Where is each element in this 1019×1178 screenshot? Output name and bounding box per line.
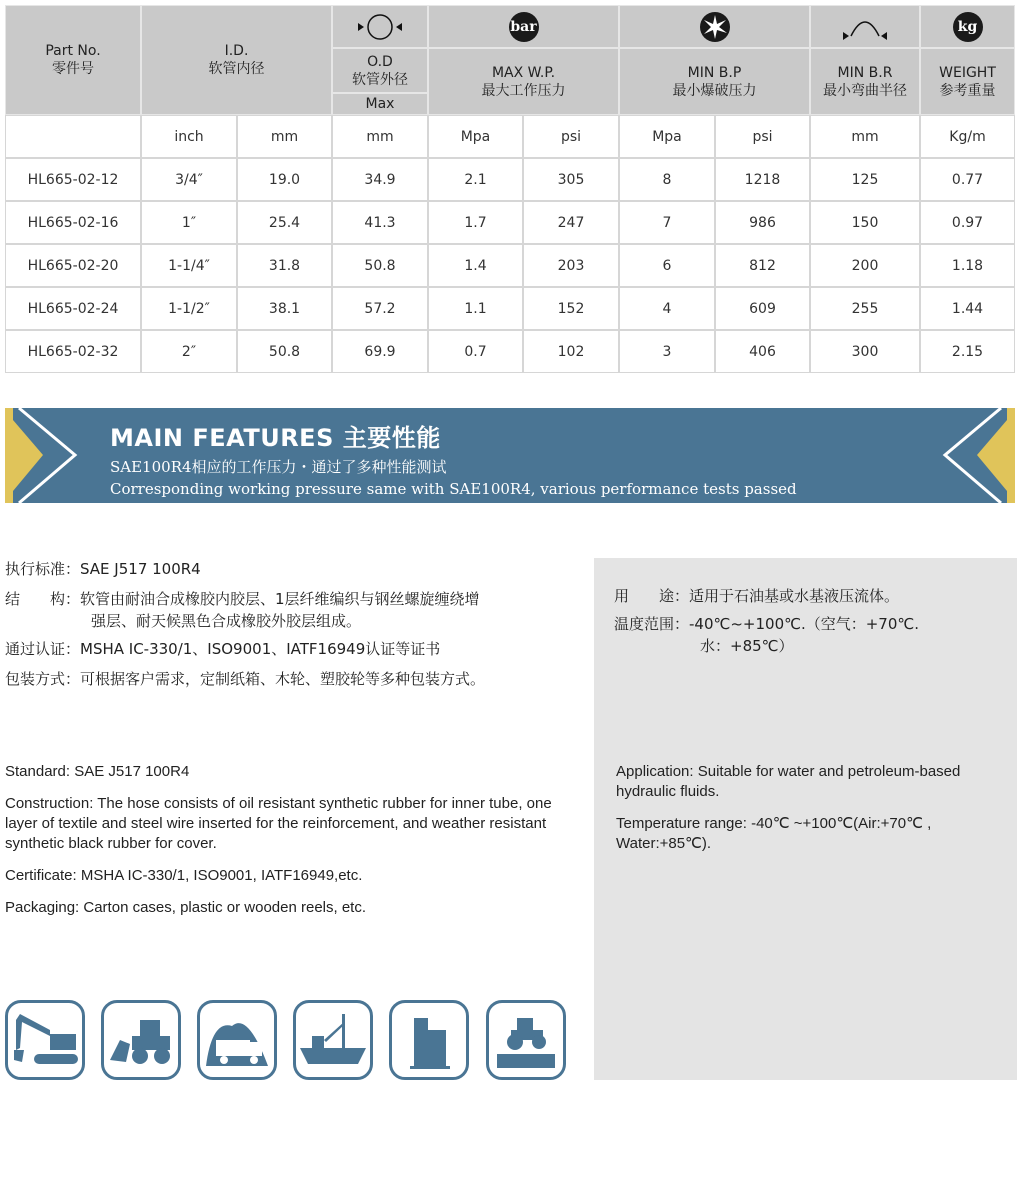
table-row-cell: 41.3 [332,201,428,244]
table-row-cell: 1.1 [428,287,523,330]
construction-cn-line2: 强层、耐天候黑色合成橡胶外胶层组成。 [91,612,362,630]
table-row-cell: 1.7 [428,201,523,244]
table-row-cell: 50.8 [332,244,428,287]
header-text-cn: 软管外径 [352,71,408,88]
temperature-cn-line1: 温度范围：-40℃~+100℃.（空气：+70℃. [614,615,919,633]
table-row-cell: 986 [715,201,810,244]
header-text-cn: 参考重量 [939,82,996,99]
table-row-cell: 247 [523,201,619,244]
table-row-cell: 305 [523,158,619,201]
features-en [5,762,565,918]
header-min-br [810,48,920,115]
table-row-cell: 2″ [141,330,237,373]
header-text-cn: 最小弯曲半径 [823,82,907,99]
header-part-no [5,5,141,115]
construction-en: Construction: The hose consists of oil resistant synthetic rubber for inner tube, one layer of textile and steel wire inserted for the reinforcement, and weather resistant synthetic black rubber for cover. [5,795,552,852]
standard-en: Standard: SAE J517 100R4 [5,763,190,780]
header-text: MIN B.P [687,64,742,81]
header-text: Part No. [45,43,101,59]
table-row-cell: 1-1/2″ [141,287,237,330]
table-row-cell: 6 [619,244,715,287]
table-row-cell: 1.4 [428,244,523,287]
table-row-cell: 3/4″ [141,158,237,201]
header-text-cn: 软管内径 [208,61,265,77]
unit-cell: mm [332,115,428,158]
unit-cell: mm [237,115,332,158]
standard-cn: 执行标准：SAE J517 100R4 [5,560,201,578]
table-row-cell: 300 [810,330,920,373]
table-row-cell: 125 [810,158,920,201]
header-id [141,5,332,115]
pressure-bar-icon: bar [509,12,539,42]
table-row-cell: 609 [715,287,810,330]
table-row-cell: 25.4 [237,201,332,244]
bar-icon-cell [428,5,619,48]
header-od [332,48,428,93]
burst-icon-cell [619,5,810,48]
unit-cell: Mpa [428,115,523,158]
header-weight [920,48,1015,115]
table-row-cell: 152 [523,287,619,330]
temperature-cn [614,613,1014,657]
table-row-cell: 1.18 [920,244,1015,287]
table-row-cell: 69.9 [332,330,428,373]
bend-icon-cell [810,5,920,48]
construction-cn-line1: 结 构：软管由耐油合成橡胶内胶层、1层纤维编织与钢丝螺旋缠绕增 [5,590,480,608]
banner-subtitle-cn: SAE100R4相应的工作压力・通过了多种性能测试 [110,458,447,476]
construction-cn [5,588,585,632]
header-text-cn: 零件号 [52,61,94,77]
bend-radius-icon [835,12,895,42]
unit-cell: Kg/m [920,115,1015,158]
table-row-cell: 1″ [141,201,237,244]
table-row-cell: HL665-02-24 [5,287,141,330]
unit-cell [5,115,141,158]
header-text: MAX W.P. [491,64,556,81]
table-row-cell: 8 [619,158,715,201]
certificate-en: Certificate: MSHA IC-330/1, ISO9001, IATF16949,etc. [5,867,363,884]
header-text: Max [365,96,395,112]
application-en: Application: Suitable for water and petroleum-based hydraulic fluids. [616,763,961,800]
table-row-cell: 1.44 [920,287,1015,330]
header-text: MIN B.R [837,64,893,81]
table-row-cell: 406 [715,330,810,373]
banner-subtitle-en: Corresponding working pressure same with SAE100R4, various performance tests passed [110,480,797,498]
main-features-banner [5,408,1015,503]
weight-kg-icon: kg [953,12,983,42]
unit-cell: Mpa [619,115,715,158]
ship-crane-icon [293,1000,373,1080]
table-row-cell: 812 [715,244,810,287]
features-cn-right [614,585,1014,657]
table-row-cell: 0.97 [920,201,1015,244]
header-text: I.D. [224,43,249,59]
banner-title: MAIN FEATURES 主要性能 [110,424,441,452]
mining-truck-icon [197,1000,277,1080]
packaging-cn: 包装方式：可根据客户需求，定制纸箱、木轮、塑胶轮等多种包装方式。 [5,670,486,688]
table-row-cell: 255 [810,287,920,330]
features-cn [5,558,585,690]
table-row-cell: 38.1 [237,287,332,330]
temperature-en: Temperature range: -40℃ ~+100℃(Air:+70℃ , Water:+85℃). [616,815,932,852]
excavator-icon [5,1000,85,1080]
left-chevron-decoration [5,408,85,503]
od-icon-cell [332,5,428,48]
table-row-cell: HL665-02-20 [5,244,141,287]
right-chevron-decoration [935,408,1015,503]
wheel-loader-icon [101,1000,181,1080]
header-max-wp [428,48,619,115]
outer-diameter-icon [350,12,410,42]
table-row-cell: 7 [619,201,715,244]
certificate-cn: 通过认证：MSHA IC-330/1、ISO9001、IATF16949认证等证书 [5,640,441,658]
header-od-max [332,93,428,115]
table-row-cell: 19.0 [237,158,332,201]
table-row-cell: 34.9 [332,158,428,201]
unit-cell: psi [523,115,619,158]
table-row-cell: HL665-02-32 [5,330,141,373]
table-row-cell: 50.8 [237,330,332,373]
unit-cell: inch [141,115,237,158]
burst-icon [699,11,731,43]
application-cn: 用 途：适用于石油基或水基液压流体。 [614,587,900,605]
table-row-cell: 2.15 [920,330,1015,373]
table-row-cell: 4 [619,287,715,330]
table-row-cell: 102 [523,330,619,373]
table-row-cell: 1-1/4″ [141,244,237,287]
table-row-cell: 2.1 [428,158,523,201]
kg-icon-cell [920,5,1015,48]
header-min-bp [619,48,810,115]
header-text: O.D [367,53,393,70]
header-text-cn: 最小爆破压力 [672,82,757,99]
packaging-en: Packaging: Carton cases, plastic or wooden reels, etc. [5,899,367,916]
unit-cell: mm [810,115,920,158]
building-icon [389,1000,469,1080]
tractor-agriculture-icon [486,1000,566,1080]
table-row-cell: HL665-02-16 [5,201,141,244]
temperature-cn-line2: 水：+85℃） [700,637,794,655]
table-row-cell: 203 [523,244,619,287]
table-row-cell: 150 [810,201,920,244]
header-text: WEIGHT [939,64,996,81]
header-text-cn: 最大工作压力 [481,82,566,99]
table-row-cell: 200 [810,244,920,287]
table-row-cell: 31.8 [237,244,332,287]
table-row-cell: HL665-02-12 [5,158,141,201]
table-row-cell: 0.7 [428,330,523,373]
table-row-cell: 57.2 [332,287,428,330]
unit-cell: psi [715,115,810,158]
table-row-cell: 1218 [715,158,810,201]
features-en-right [616,762,1001,854]
table-row-cell: 0.77 [920,158,1015,201]
table-row-cell: 3 [619,330,715,373]
